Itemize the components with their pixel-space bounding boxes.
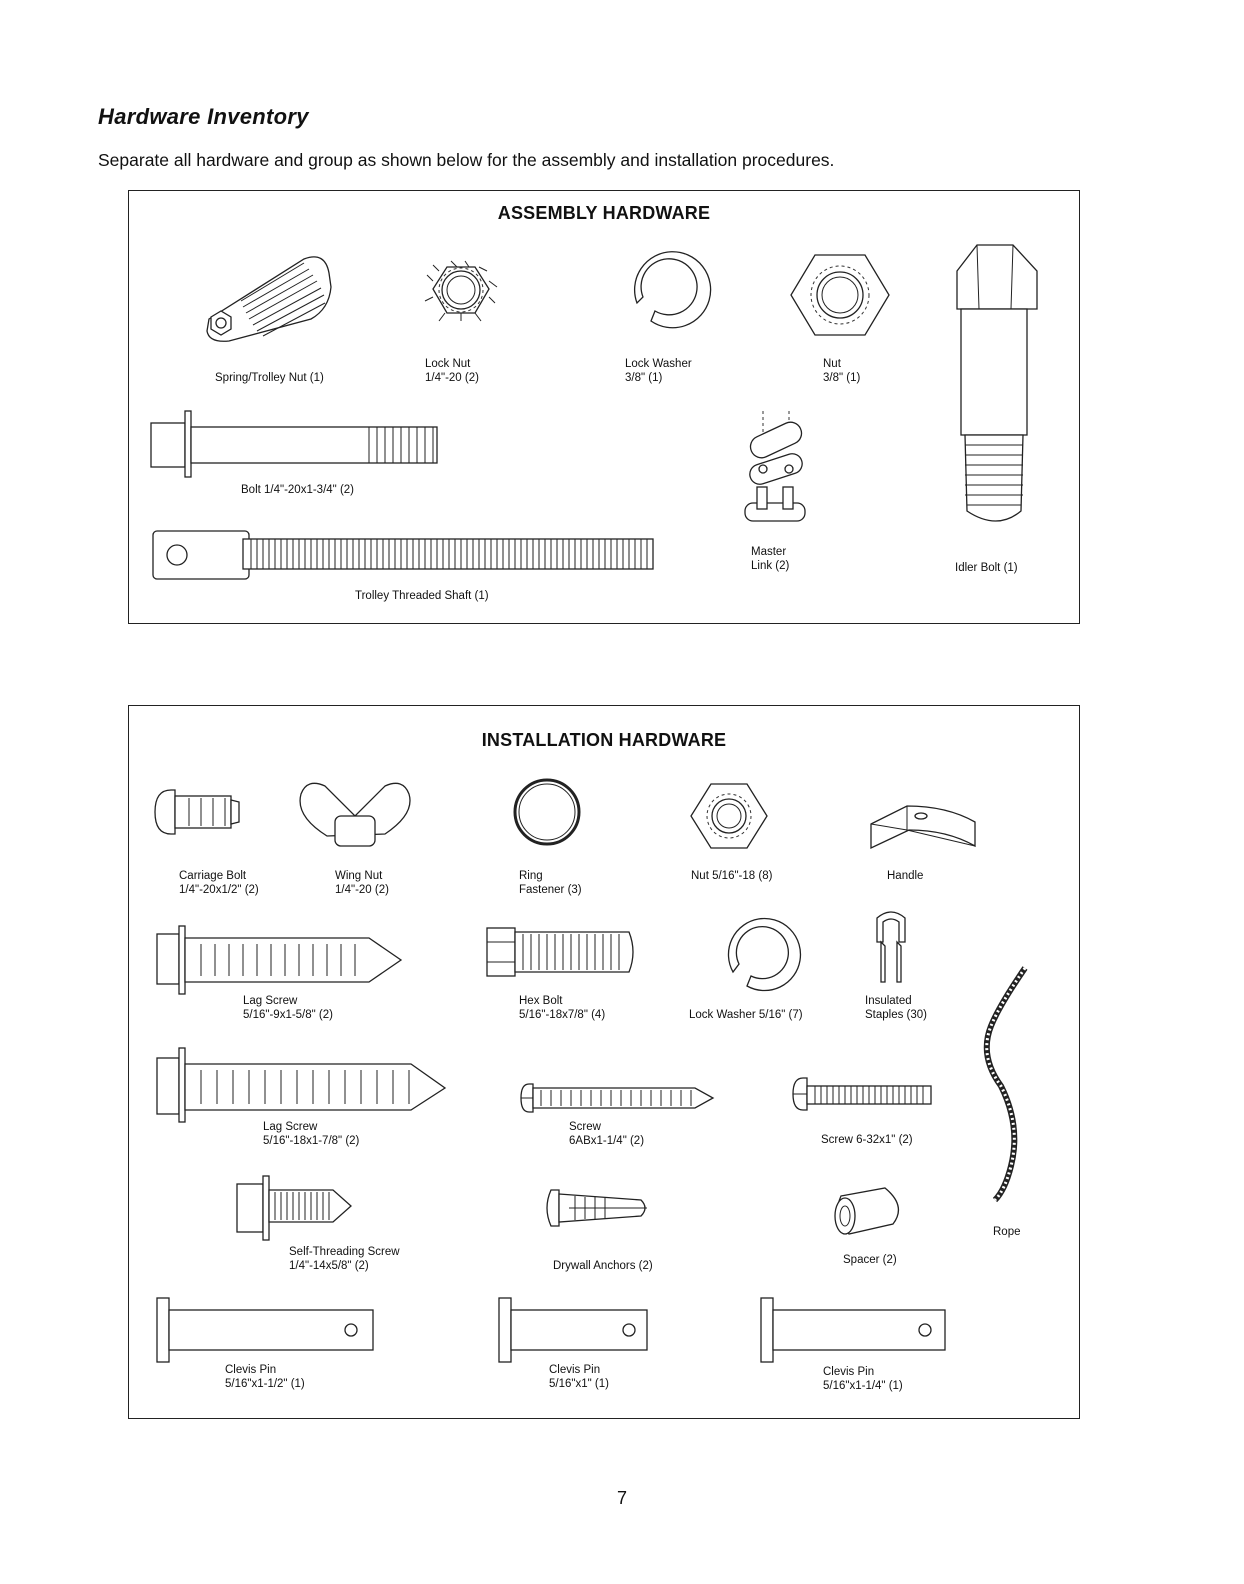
carriage-bolt-drawing — [155, 790, 239, 834]
clevis-pin-2-drawing — [499, 1298, 647, 1362]
lock-washer-drawing — [635, 252, 711, 328]
hex-bolt-size: 5/16"-18x7/8" (4) — [519, 1009, 606, 1021]
lag-screw-2-size: 5/16"-18x1-7/8" (2) — [263, 1135, 360, 1147]
lock-washer-5-16-label: Lock Washer 5/16" (7) — [689, 1009, 803, 1021]
lock-washer-name: Lock Washer — [625, 358, 692, 370]
lock-nut-drawing — [425, 261, 497, 321]
insulated-staple-drawing — [877, 912, 905, 982]
clevis-pin-1-size: 5/16"x1-1/2" (1) — [225, 1378, 305, 1390]
drywall-anchor-drawing — [547, 1190, 647, 1226]
clevis-pin-1-name: Clevis Pin — [225, 1364, 277, 1376]
spring-trolley-nut-label: Spring/Trolley Nut (1) — [215, 372, 324, 384]
lock-nut-size: 1/4"-20 (2) — [425, 372, 479, 384]
intro-text: Separate all hardware and group as shown below for the assembly and installation procedures. — [98, 150, 835, 170]
lock-washer-label — [625, 357, 692, 385]
lag-screw-2-name: Lag Screw — [263, 1121, 318, 1133]
screw-6ab-name: Screw — [569, 1121, 601, 1133]
lag-screw-1-size: 5/16"-9x1-5/8" (2) — [243, 1009, 333, 1021]
trolley-threaded-shaft-drawing — [153, 531, 653, 579]
clevis-pin-1-label — [225, 1363, 305, 1391]
assembly-hardware-heading: ASSEMBLY HARDWARE — [497, 203, 711, 223]
screw-6ab-label — [569, 1120, 644, 1148]
self-threading-screw-label — [289, 1245, 400, 1273]
bolt-label: Bolt 1/4"-20x1-3/4" (2) — [241, 484, 354, 496]
lag-screw-2-label — [263, 1120, 359, 1148]
idler-bolt-label: Idler Bolt (1) — [955, 562, 1018, 574]
spacer-label: Spacer (2) — [843, 1254, 897, 1266]
rope-drawing — [987, 968, 1025, 1200]
trolley-threaded-shaft-label: Trolley Threaded Shaft (1) — [355, 590, 489, 602]
master-link-label — [751, 545, 789, 573]
clevis-pin-2-size: 5/16"x1" (1) — [549, 1378, 609, 1390]
lock-nut-label — [425, 357, 479, 385]
clevis-pin-3-size: 5/16"x1-1/4" (1) — [823, 1380, 903, 1392]
rope-label: Rope — [993, 1226, 1021, 1238]
idler-bolt-drawing — [957, 245, 1037, 521]
hex-bolt-label — [519, 994, 605, 1022]
handle-label: Handle — [887, 870, 924, 882]
wing-nut-drawing — [300, 783, 410, 846]
installation-hardware-panel — [128, 705, 1080, 1419]
self-threading-screw-size: 1/4"-14x5/8" (2) — [289, 1260, 369, 1272]
carriage-bolt-label — [179, 869, 259, 897]
carriage-bolt-name: Carriage Bolt — [179, 870, 247, 882]
spring-trolley-nut-drawing — [207, 257, 331, 341]
clevis-pin-2-name: Clevis Pin — [549, 1364, 601, 1376]
master-link-drawing — [745, 411, 805, 521]
ring-fastener-qty: Fastener (3) — [519, 884, 582, 896]
insulated-staples-name: Insulated — [865, 995, 912, 1007]
ring-fastener-name: Ring — [519, 870, 543, 882]
lock-washer-size: 3/8" (1) — [625, 372, 663, 384]
nut-name: Nut — [823, 358, 841, 370]
handle-drawing — [871, 806, 975, 848]
wing-nut-name: Wing Nut — [335, 870, 383, 882]
nut-drawing — [791, 255, 889, 335]
clevis-pin-1-drawing — [157, 1298, 373, 1362]
hex-bolt-drawing — [487, 928, 633, 976]
ring-fastener-drawing — [515, 780, 579, 844]
nut-size: 3/8" (1) — [823, 372, 861, 384]
installation-hardware-heading: INSTALLATION HARDWARE — [481, 730, 727, 750]
hex-bolt-name: Hex Bolt — [519, 995, 563, 1007]
lag-screw-2-drawing — [157, 1048, 445, 1122]
clevis-pin-3-label — [823, 1365, 903, 1393]
nut-5-16-drawing — [691, 784, 767, 848]
screw-6-32-label: Screw 6-32x1" (2) — [821, 1134, 913, 1146]
screw-6-32-drawing — [793, 1078, 931, 1110]
assembly-hardware-drawings — [129, 191, 1079, 623]
drywall-anchors-label: Drywall Anchors (2) — [553, 1260, 653, 1272]
master-link-qty: Link (2) — [751, 560, 790, 572]
screw-6ab-size: 6ABx1-1/4" (2) — [569, 1135, 645, 1147]
ring-fastener-label — [519, 869, 582, 897]
carriage-bolt-size: 1/4"-20x1/2" (2) — [179, 884, 259, 896]
self-threading-screw-name: Self-Threading Screw — [289, 1246, 400, 1258]
clevis-pin-3-drawing — [761, 1298, 945, 1362]
insulated-staples-label — [865, 994, 927, 1022]
wing-nut-size: 1/4"-20 (2) — [335, 884, 389, 896]
lag-screw-1-label — [243, 994, 333, 1022]
installation-hardware-drawings — [129, 706, 1079, 1418]
screw-6ab-drawing — [521, 1084, 713, 1112]
lock-nut-name: Lock Nut — [425, 358, 471, 370]
nut-5-16-label: Nut 5/16"-18 (8) — [691, 870, 773, 882]
self-threading-screw-drawing — [237, 1176, 351, 1240]
master-link-name: Master — [751, 546, 787, 558]
nut-label — [823, 357, 860, 385]
wing-nut-label — [335, 869, 389, 897]
bolt-drawing — [151, 411, 437, 477]
page-number: 7 — [616, 1488, 627, 1508]
insulated-staples-qty: Staples (30) — [865, 1009, 928, 1021]
lag-screw-1-drawing — [157, 926, 401, 994]
spacer-drawing — [835, 1188, 898, 1234]
assembly-hardware-panel — [128, 190, 1080, 624]
lag-screw-1-name: Lag Screw — [243, 995, 298, 1007]
page-title: Hardware Inventory — [98, 104, 309, 129]
clevis-pin-2-label — [549, 1363, 609, 1391]
lock-washer-5-16-drawing — [728, 919, 800, 991]
clevis-pin-3-name: Clevis Pin — [823, 1366, 875, 1378]
